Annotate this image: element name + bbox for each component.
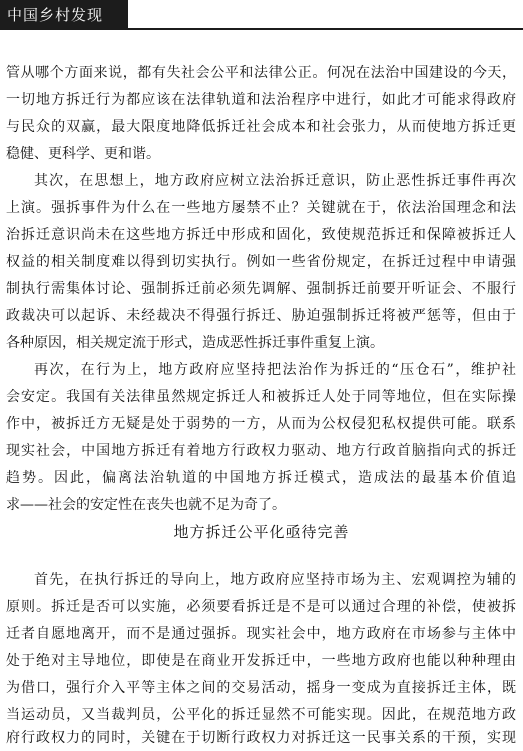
- body-line: 趋势。因此，偏离法治轨道的中国地方拆迁模式，造成法的最基本价值追: [6, 470, 516, 486]
- section-line: 首先，在执行拆迁的导向上，地方政府应坚持市场为主、宏观调控为辅的: [34, 572, 516, 588]
- body-line: 稳健、更科学、更和谐。: [6, 146, 160, 162]
- body-line: 再次，在行为上，地方政府应坚持把法治作为拆迁的“压仓石”，维护社: [34, 362, 516, 378]
- body-line: 治拆迁意识尚未在这些地方拆迁中形成和固化，致使规范拆迁和保障被拆迁人: [6, 227, 516, 243]
- body-line: 求——社会的安定性在丧失也就不足为奇了。: [6, 497, 286, 513]
- section-line: 为借口，强行介入平等主体之间的交易活动，摇身一变成为直接拆迁主体，既: [6, 680, 516, 696]
- section-line: 迁者自愿地离开，而不是通过强拆。现实社会中，地方政府在市场参与主体中: [6, 626, 516, 642]
- body-line: 其次，在思想上，地方政府应树立法治拆迁意识，防止恶性拆迁事件再次: [34, 173, 516, 189]
- section-line: 当运动员，又当裁判员，公平化的拆迁显然不可能实现。因此，在规范地方政: [6, 707, 516, 723]
- body-line: 会安定。我国有关法律虽然规定拆迁人和被拆迁人处于同等地位，但在实际操: [6, 389, 516, 405]
- header-rule: [0, 28, 523, 30]
- section-line: 处于绝对主导地位，即使是在商业开发拆迁中，一些地方政府也能以种种理由: [6, 653, 516, 669]
- section-line: 原则。拆迁是否可以实施，必须要看拆迁是不是可以通过合理的补偿，使被拆: [6, 599, 516, 615]
- body-line: 权益的相关制度难以得到切实执行。例如一些省份规定，在拆迁过程中申请强: [6, 254, 516, 270]
- body-line: 管从哪个方面来说，都有失社会公平和法律公正。何况在法治中国建设的今天，: [6, 65, 516, 81]
- body-line: 作中，被拆迁方无疑是处于弱势的一方，从而为公权侵犯私权提供可能。联系: [6, 416, 516, 432]
- body-line: 现实社会，中国地方拆迁有着地方行政权力驱动、地方行政首脑指向式的拆迁: [6, 443, 516, 459]
- header-title: 中国乡村发现: [7, 5, 104, 24]
- section-line: 府行政权力的同时，关键在于切断行政权力对拆迁这一民事关系的干预，实现: [6, 730, 516, 746]
- body-line: 制执行需集体讨论、强制拆迁前必须先调解、强制拆迁前要开听证会、不服行: [6, 281, 516, 297]
- header-bar: [0, 0, 128, 28]
- body-line: 政裁决可以起诉、未经裁决不得强行拆迁、胁迫强制拆迁将被严惩等，但由于: [6, 308, 516, 324]
- body-line: 与民众的双赢，最大限度地降低拆迁社会成本和社会张力，从而使地方拆迁更: [6, 119, 516, 135]
- body-line: 各种原因，相关规定流于形式，造成恶性拆迁事件重复上演。: [6, 335, 384, 351]
- body-line: 一切地方拆迁行为都应该在法律轨道和法治程序中进行，如此才可能求得政府: [6, 92, 516, 108]
- body-line: 上演。强拆事件为什么在一些地方屡禁不止？关键就在于，依法治国理念和法: [6, 200, 516, 216]
- section-heading: 地方拆迁公平化亟待完善: [173, 523, 350, 541]
